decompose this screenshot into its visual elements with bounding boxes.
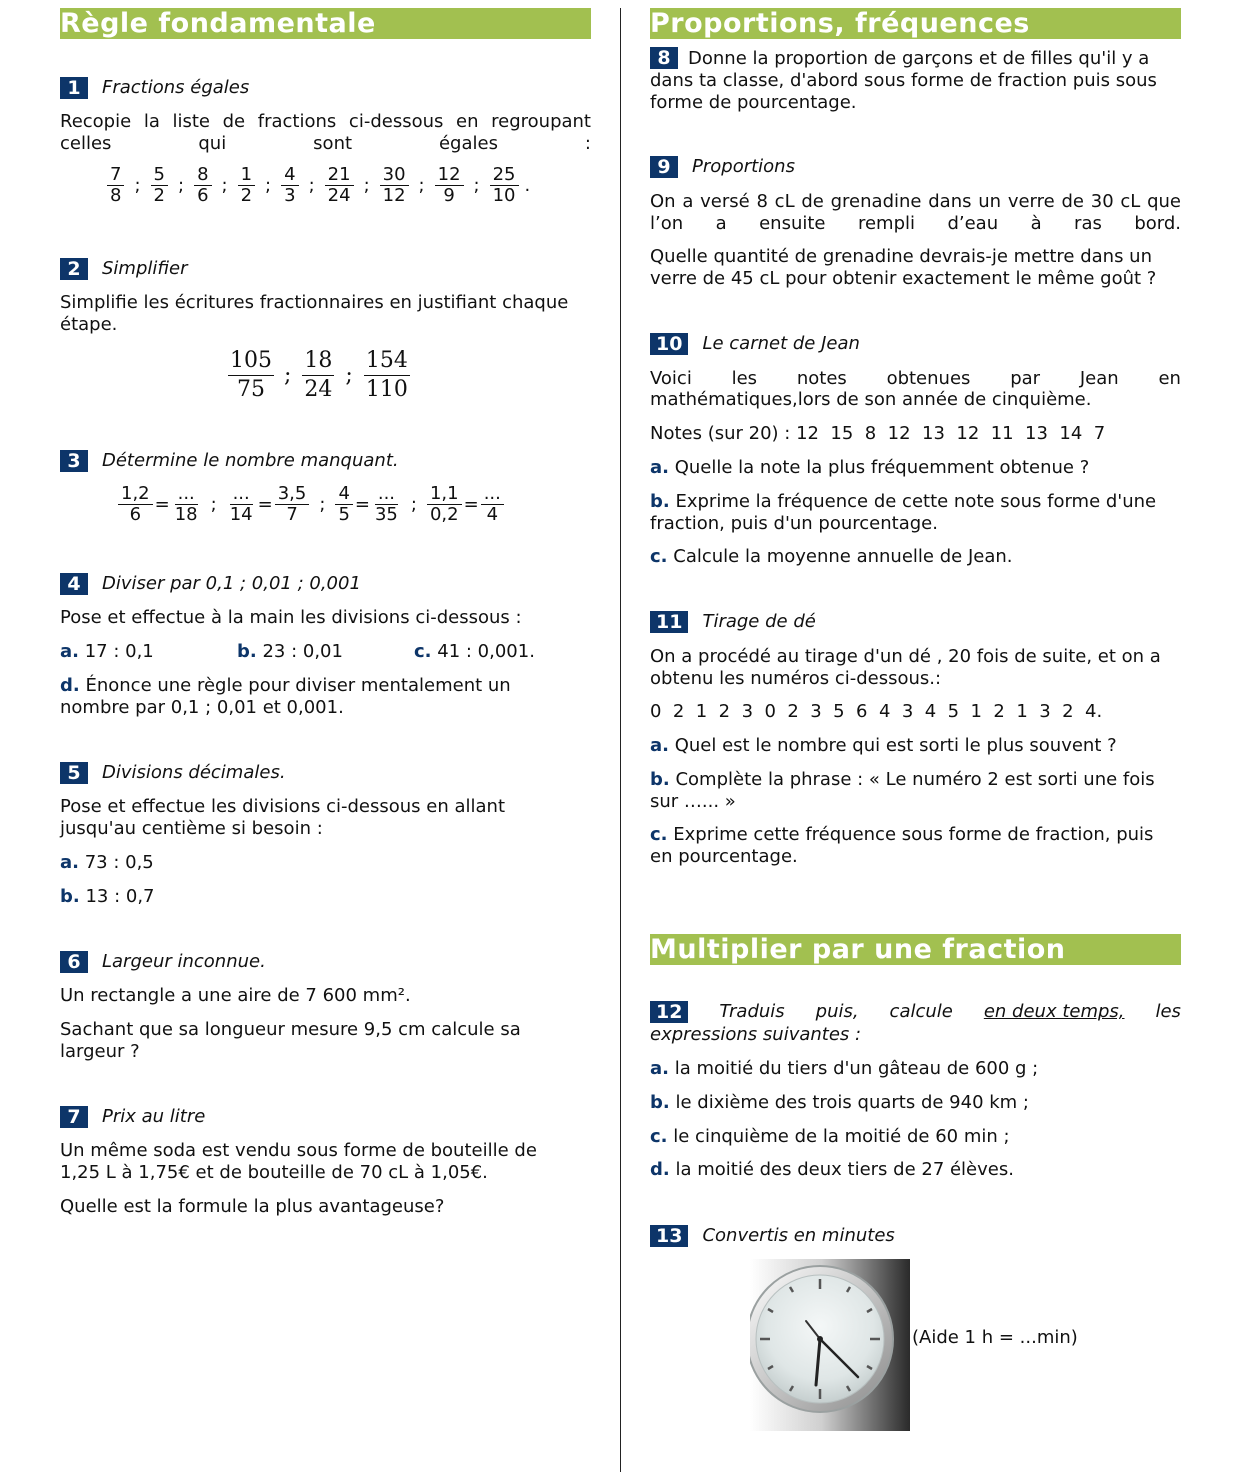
exercise-11-item-a: a. Quel est le nombre qui est sorti le plus souvent ? (650, 735, 1117, 756)
denominator: 5 (338, 504, 350, 525)
fraction (490, 165, 519, 206)
numerator: 1,2 (118, 484, 153, 505)
exercise-6-text-1: Un rectangle a une aire de 7 600 mm². (60, 985, 411, 1006)
period: . (524, 174, 531, 196)
denominator: 6 (129, 504, 142, 525)
separator: ; (221, 174, 228, 196)
exercise-11 (650, 610, 1181, 634)
exercise-4 (60, 572, 591, 596)
numerator: 1,1 (427, 484, 462, 505)
exercise-10-item-c: c. Calcule la moyenne annuelle de Jean. (650, 546, 1013, 567)
separator: ; (177, 174, 185, 196)
exercise-3 (60, 449, 591, 473)
exercise-12-item-d: d. la moitié des deux tiers de 27 élèves. (650, 1159, 1014, 1180)
exercise-5-item-b: b. 13 : 0,7 (60, 886, 155, 907)
exercise-9-text-1: On a versé 8 cL de grenadine dans un verre de 30 cL que l’on a ensuite rempli d’eau à ras bord. (650, 191, 1181, 234)
exercise-number: 3 (60, 450, 88, 472)
exercise-number: 9 (650, 156, 678, 178)
fraction-list-simplify (228, 347, 411, 404)
exercise-title: Le carnet de Jean (702, 333, 860, 354)
numerator: 105 (228, 347, 274, 376)
fraction (238, 165, 255, 206)
fraction (301, 347, 335, 404)
exercise-number: 6 (60, 951, 88, 973)
exercise-title: Diviser par 0,1 ; 0,01 ; 0,001 (102, 573, 361, 594)
exercise-5 (60, 761, 591, 785)
numerator: 18 (302, 347, 334, 376)
section-banner-proportions: Proportions, fréquences (650, 8, 1181, 39)
separator: ; (210, 493, 217, 515)
exercise-12-title-line-2: expressions suivantes : (650, 1024, 862, 1045)
exercise-title: Largeur inconnue. (102, 951, 266, 972)
numerator: 1 (238, 165, 255, 186)
fraction (227, 484, 256, 525)
numerator: ... (375, 484, 398, 505)
denominator: 75 (237, 377, 265, 402)
exercise-number: 11 (650, 611, 688, 633)
exercise-title: Divisions décimales. (102, 762, 286, 783)
equals-sign: = (463, 493, 479, 515)
exercise-6-text-2: Sachant que sa longueur mesure 9,5 cm calcule sa largeur ? (60, 1019, 521, 1062)
exercise-5-text: Pose et effectue les divisions ci-dessous en allant jusqu'au centième si besoin : (60, 796, 506, 839)
exercise-11-sequence: 0 2 1 2 3 0 2 3 5 6 4 3 4 5 1 2 1 3 2 4. (650, 701, 1103, 722)
exercise-10-notes: Notes (sur 20) : 12 15 8 12 13 12 11 13 14 7 (650, 423, 1106, 444)
fraction (107, 165, 124, 206)
denominator: 12 (382, 185, 406, 206)
denominator: 18 (174, 504, 198, 525)
exercise-13-hint: (Aide 1 h = ...min) (912, 1327, 1078, 1348)
separator: ; (418, 174, 425, 196)
exercise-11-text: On a procédé au tirage d'un dé , 20 fois de suite, et on a obtenu les numéros ci-dessous.: (650, 646, 1161, 689)
clock-image (750, 1259, 910, 1431)
fraction (194, 165, 211, 206)
denominator: 110 (365, 377, 408, 402)
equals-sign: = (354, 493, 370, 515)
exercise-10 (650, 332, 1181, 356)
exercise-5-item-a: a. 73 : 0,5 (60, 852, 154, 873)
fraction (281, 165, 298, 206)
denominator: 2 (240, 185, 253, 206)
exercise-11-item-c: c. Exprime cette fréquence sous forme de fraction, puis en pourcentage. (650, 824, 1154, 867)
separator: ; (284, 362, 292, 388)
exercise-12-title-line-1: 12 Traduis puis, calcule en deux temps, les (650, 1001, 1181, 1023)
exercise-8 (650, 47, 1181, 114)
exercise-12-item-a: a. la moitié du tiers d'un gâteau de 600 g ; (650, 1058, 1039, 1079)
exercise-title: Prix au litre (102, 1106, 206, 1127)
exercise-1 (60, 76, 591, 100)
exercise-10-text-line-1: Voici les notes obtenues par Jean en (650, 368, 1181, 389)
exercise-number: 1 (60, 77, 88, 99)
numerator: 8 (194, 165, 211, 186)
exercise-2 (60, 257, 591, 281)
numerator: 12 (435, 165, 464, 186)
exercise-4-item-d: d. Énonce une règle pour diviser mentalement un nombre par 0,1 ; 0,01 et 0,001. (60, 675, 511, 718)
exercise-number: 5 (60, 762, 88, 784)
exercise-number: 7 (60, 1106, 88, 1128)
exercise-title: Fractions égales (102, 77, 250, 98)
fraction (372, 484, 401, 525)
denominator: 10 (492, 185, 516, 206)
denominator: 0,2 (429, 504, 459, 525)
denominator: 7 (286, 504, 298, 525)
exercise-10-item-a: a. Quelle la note la plus fréquemment obtenue ? (650, 457, 1090, 478)
exercise-number: 4 (60, 573, 88, 595)
exercise-12-item-b: b. le dixième des trois quarts de 940 km ; (650, 1092, 1029, 1113)
section-banner-multiplier: Multiplier par une fraction (650, 934, 1181, 965)
denominator: 4 (486, 504, 499, 525)
exercise-2-text: Simplifie les écritures fractionnaires en justifiant chaque étape. (60, 292, 569, 335)
denominator: 14 (229, 504, 253, 525)
numerator: 4 (335, 484, 352, 505)
exercise-7 (60, 1105, 591, 1129)
fraction (228, 347, 274, 404)
denominator: 3 (284, 185, 296, 206)
numerator: 7 (107, 165, 124, 186)
exercise-13 (650, 1224, 1181, 1248)
numerator: 154 (364, 347, 410, 376)
exercise-6 (60, 950, 591, 974)
numerator: 3,5 (275, 484, 310, 505)
numerator: 4 (281, 165, 298, 186)
exercise-number: 10 (650, 333, 688, 355)
exercise-7-text-1: Un même soda est vendu sous forme de bouteille de 1,25 L à 1,75€ et de bouteille de 70 cL à 1,05€. (60, 1140, 537, 1183)
numerator: 5 (151, 165, 168, 186)
exercise-10-item-b: b. Exprime la fréquence de cette note sous forme d'une fraction, puis d'un pourcentage. (650, 491, 1157, 534)
separator: ; (308, 174, 315, 196)
exercise-7-text-2: Quelle est la formule la plus avantageuse? (60, 1196, 445, 1217)
numerator: ... (481, 484, 504, 505)
numerator: ... (175, 484, 198, 505)
numerator: 25 (490, 165, 519, 186)
denominator: 9 (443, 185, 455, 206)
separator: ; (265, 174, 272, 196)
exercise-number: 2 (60, 258, 88, 280)
fraction (335, 484, 352, 525)
denominator: 8 (110, 185, 122, 206)
denominator: 35 (374, 504, 398, 525)
denominator: 24 (304, 377, 333, 402)
equals-sign: = (154, 493, 170, 515)
separator: ; (363, 174, 370, 196)
fraction (481, 484, 504, 525)
exercise-8-text: Donne la proportion de garçons et de filles qu'il y a dans ta classe, d'abord sous forme de fraction puis sous forme de pourcentage. (650, 48, 1157, 113)
fraction (363, 347, 411, 404)
exercise-9 (650, 155, 1181, 179)
fraction (151, 165, 168, 206)
separator: ; (345, 362, 353, 388)
column-divider (620, 8, 621, 1472)
exercise-11-item-b: b. Complète la phrase : « Le numéro 2 est sorti une fois sur …... » (650, 769, 1155, 812)
equals-sign: = (257, 493, 273, 515)
denominator: 2 (153, 185, 165, 206)
separator: ; (473, 174, 480, 196)
denominator: 24 (327, 185, 351, 206)
separator: ; (410, 493, 417, 515)
exercise-title: Convertis en minutes (702, 1225, 895, 1246)
exercise-1-text: Recopie la liste de fractions ci-dessous en regroupant celles qui sont égales : (60, 111, 591, 154)
numerator: 30 (380, 165, 409, 186)
fraction (275, 484, 310, 525)
fraction (435, 165, 464, 206)
numerator: ... (230, 484, 253, 505)
exercise-title: Détermine le nombre manquant. (102, 450, 399, 471)
exercise-title: Simplifier (102, 258, 188, 279)
fraction-list (107, 165, 530, 206)
exercise-number: 8 (650, 47, 678, 69)
fraction (325, 165, 354, 206)
separator: ; (134, 174, 141, 196)
equality-list (118, 484, 504, 525)
clock-icon (750, 1259, 910, 1431)
exercise-number: 12 (650, 1001, 688, 1023)
exercise-12-item-c: c. le cinquième de la moitié de 60 min ; (650, 1126, 1010, 1147)
exercise-title: Proportions (692, 156, 795, 177)
numerator: 21 (325, 165, 354, 186)
exercise-9-text-2: Quelle quantité de grenadine devrais-je mettre dans un verre de 45 cL pour obtenir exactement le même goût ? (650, 246, 1157, 289)
exercise-10-text-line-2: mathématiques,lors de son année de cinquième. (650, 389, 1092, 410)
fraction (118, 484, 153, 525)
section-banner-regle: Règle fondamentale (60, 8, 591, 39)
fraction (380, 165, 409, 206)
denominator: 6 (197, 185, 209, 206)
separator: ; (319, 493, 326, 515)
exercise-4-text: Pose et effectue à la main les divisions ci-dessous : (60, 607, 522, 628)
exercise-number: 13 (650, 1225, 688, 1247)
exercise-title: Tirage de dé (702, 611, 816, 632)
fraction (427, 484, 462, 525)
fraction (172, 484, 201, 525)
